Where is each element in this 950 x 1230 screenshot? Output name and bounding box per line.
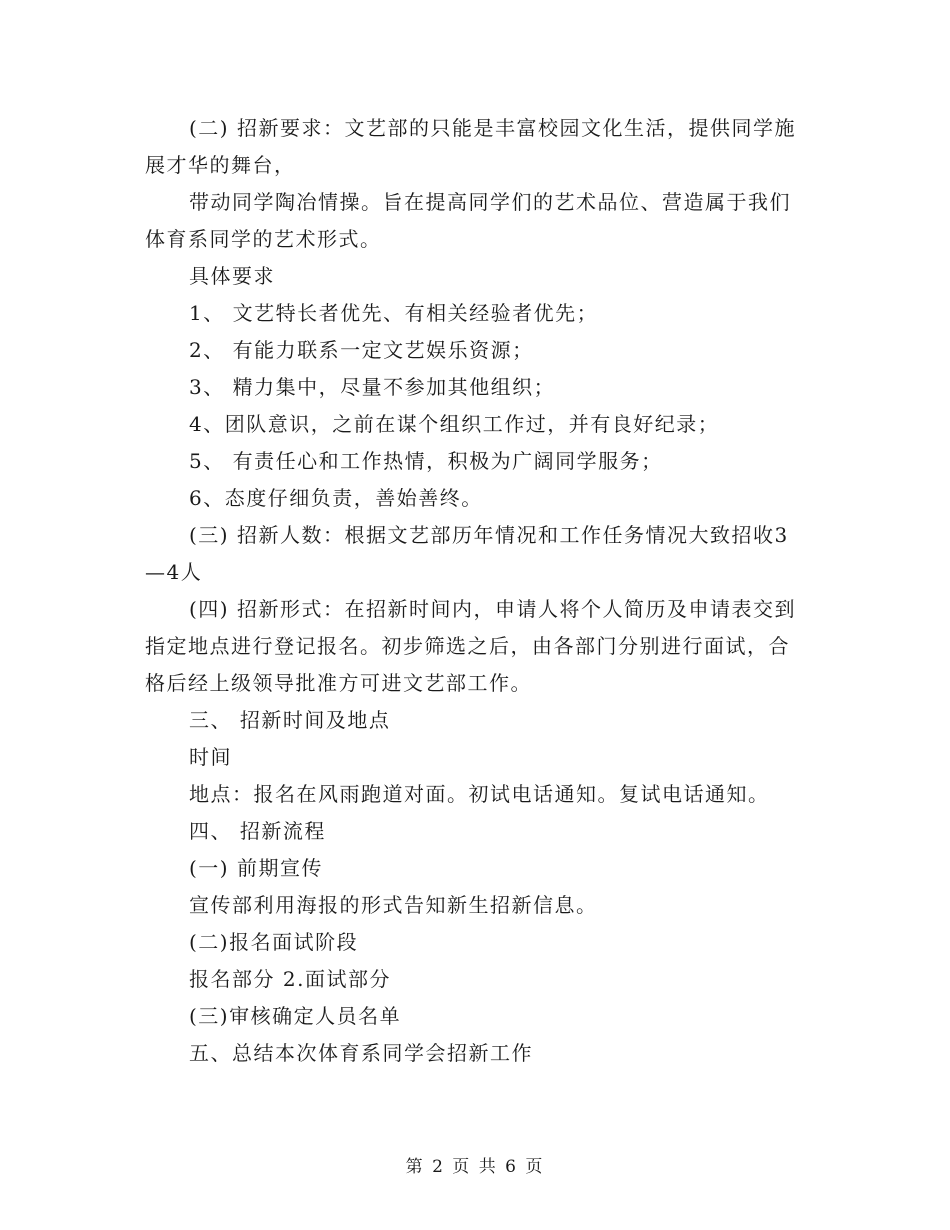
document-body [145,110,815,1072]
subsection-heading: (一) 前期宣传 [189,856,323,880]
section-heading-process: 四、 招新流程 [189,819,326,843]
section-heading-specific-requirements: 具体要求 [189,264,275,288]
paragraph-recruit-count: (三) 招新人数：根据文艺部历年情况和工作任务情况大致招收3 [189,523,789,547]
paragraph-line: 体育系同学的艺术形式。 [145,227,382,251]
section-heading-summary: 五、总结本次体育系同学会招新工作 [189,1041,533,1065]
list-item: 3、 精力集中，尽量不参加其他组织； [189,375,556,399]
paragraph-line: 报名部分 2.面试部分 [189,967,391,991]
list-item: 2、 有能力联系一定文艺娱乐资源； [189,338,534,362]
page-number-footer: 第 2 页 共 6 页 [405,1157,545,1177]
list-item: 6、态度仔细负责，善始善终。 [189,486,483,510]
subsection-heading: (三)审核确定人员名单 [189,1004,402,1028]
paragraph-recruit-format: (四) 招新形式：在招新时间内，申请人将个人简历及申请表交到 [189,597,796,621]
paragraph-line: 地点：报名在风雨跑道对面。初试电话通知。复试电话通知。 [189,782,770,806]
paragraph-line: 指定地点进行登记报名。初步筛选之后，由各部门分别进行面试，合 [145,634,790,658]
section-heading-time-location: 三、 招新时间及地点 [189,708,391,732]
paragraph-line: 格后经上级领导批准方可进文艺部工作。 [145,671,532,695]
subsection-heading: (二)报名面试阶段 [189,930,359,954]
paragraph-line: 展才华的舞台， [145,153,296,177]
paragraph-line: —4人 [145,560,203,584]
list-item: 1、 文艺特长者优先、有相关经验者优先； [189,301,599,325]
paragraph-line: 带动同学陶冶情操。旨在提高同学们的艺术品位、营造属于我们 [189,190,791,214]
list-item: 4、团队意识，之前在谋个组织工作过，并有良好纪录； [189,412,720,436]
paragraph-line: 时间 [189,745,232,769]
paragraph-recruit-requirements: (二) 招新要求：文艺部的只能是丰富校园文化生活，提供同学施 [189,116,796,140]
list-item: 5、 有责任心和工作热情，积极为广阔同学服务； [189,449,663,473]
paragraph-line: 宣传部利用海报的形式告知新生招新信息。 [189,893,598,917]
